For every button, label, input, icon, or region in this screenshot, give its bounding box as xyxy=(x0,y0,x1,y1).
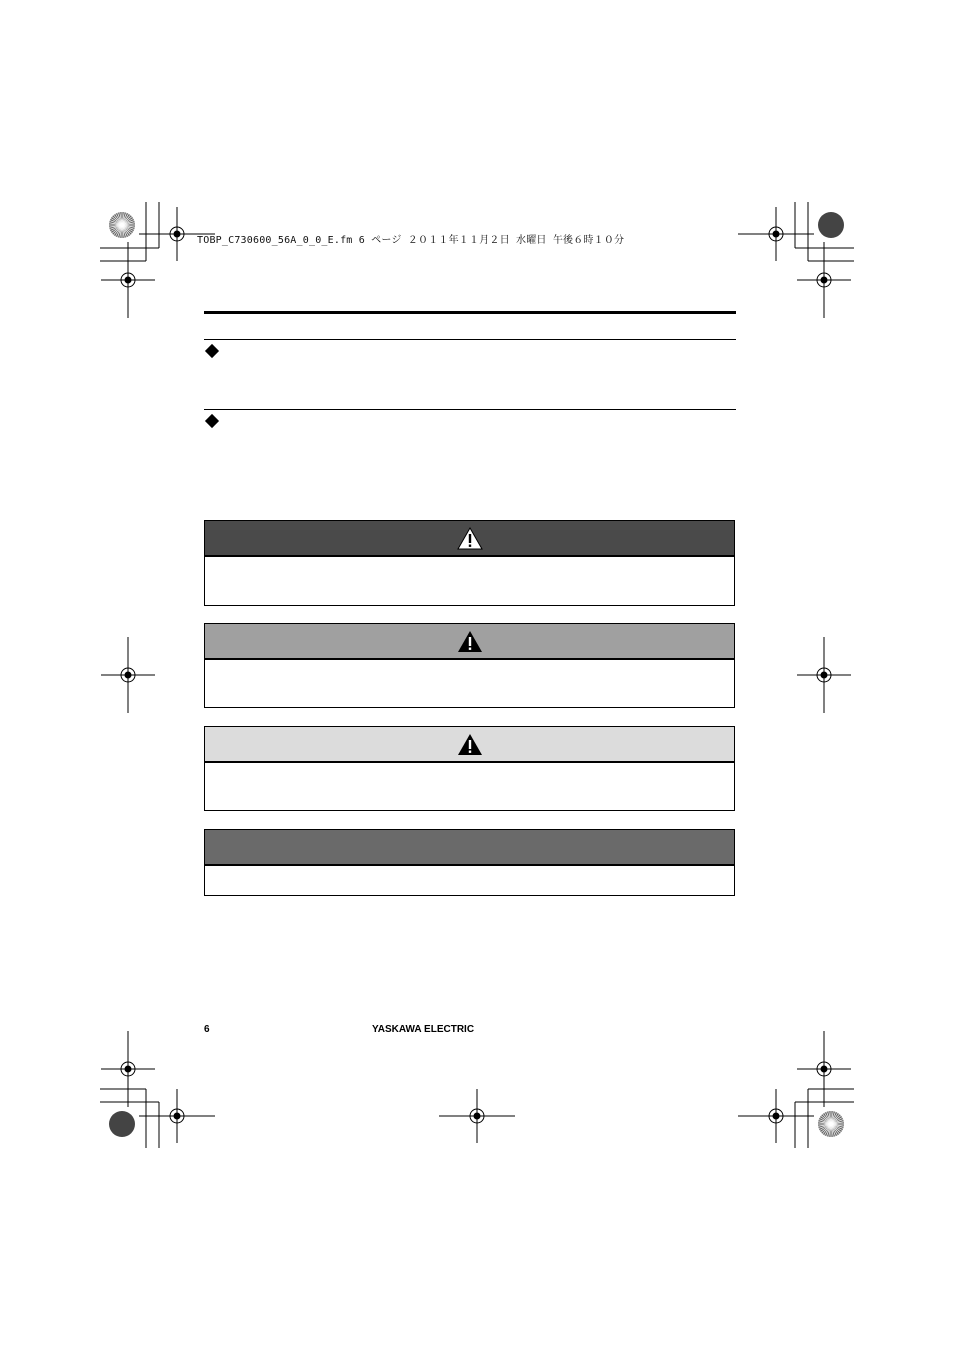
page-number: 6 xyxy=(204,1024,210,1035)
danger-panel xyxy=(204,520,735,606)
registration-mark-icon xyxy=(797,242,851,318)
caution-panel-header xyxy=(205,727,734,763)
file-info-line: TOBP_C730600_56A_0_0_E.fm 6 ページ ２０１１年１１月２日 水曜日 午後６時１０分 xyxy=(197,235,625,246)
notice-panel xyxy=(204,829,735,896)
subsection-rule-1 xyxy=(204,339,736,340)
registration-mark-icon xyxy=(797,637,851,713)
caution-panel-body xyxy=(205,763,734,810)
registration-mark-icon xyxy=(101,637,155,713)
warning-triangle-icon xyxy=(457,733,483,756)
warning-panel-header xyxy=(205,624,734,660)
registration-mark-icon xyxy=(797,1031,851,1107)
warning-panel-body xyxy=(205,660,734,707)
registration-mark-icon xyxy=(101,242,155,318)
registration-mark-icon xyxy=(139,1089,215,1143)
registration-mark-icon xyxy=(738,207,814,261)
registration-mark-icon xyxy=(738,1089,814,1143)
danger-panel-header xyxy=(205,521,734,557)
registration-mark-icon xyxy=(439,1089,515,1143)
danger-panel-body xyxy=(205,557,734,605)
footer-company: YASKAWA ELECTRIC xyxy=(372,1024,475,1035)
caution-panel xyxy=(204,726,735,811)
warning-panel xyxy=(204,623,735,708)
registration-mark-icon xyxy=(101,1031,155,1107)
notice-panel-header xyxy=(205,830,734,866)
subsection-rule-2 xyxy=(204,409,736,410)
warning-triangle-icon xyxy=(457,527,483,550)
warning-triangle-icon xyxy=(457,630,483,653)
section-rule-heavy xyxy=(204,311,736,314)
notice-panel-body xyxy=(205,866,734,895)
